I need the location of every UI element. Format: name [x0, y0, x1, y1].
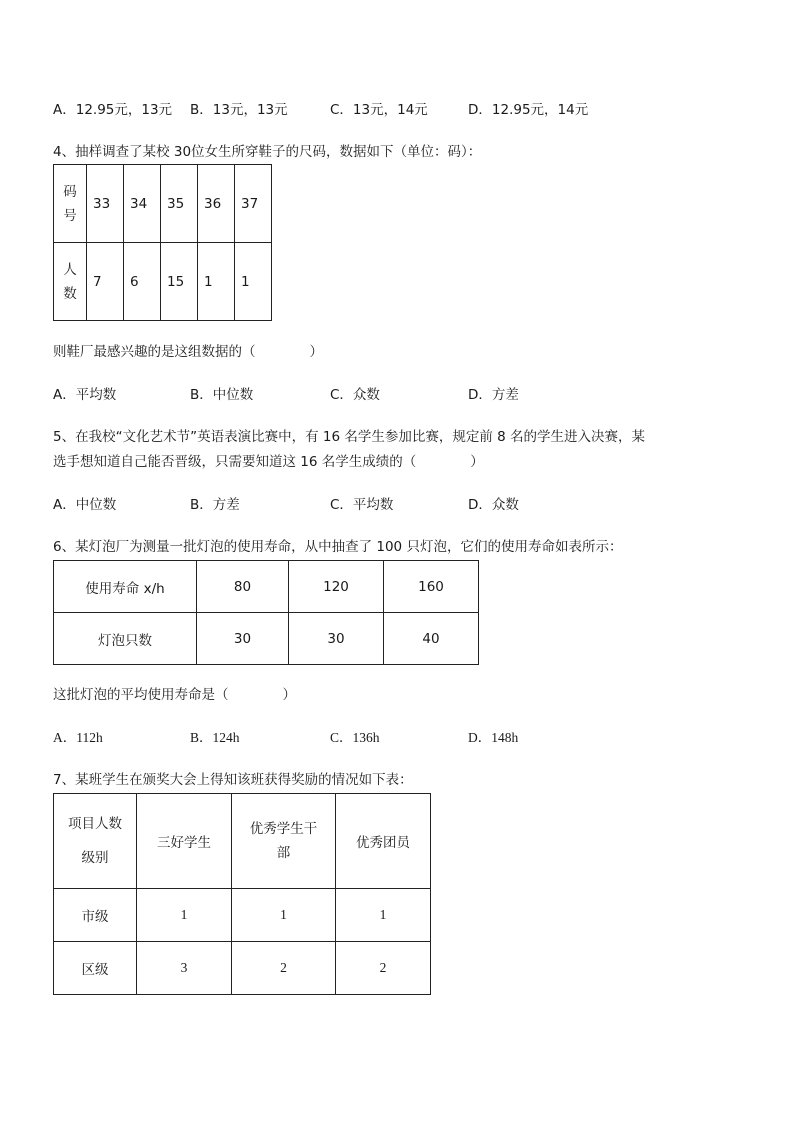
table-cell: 1	[198, 243, 235, 321]
option-c: C．平均数	[330, 497, 394, 513]
table-row	[54, 561, 479, 613]
table-cell: 15	[161, 243, 198, 321]
table-cell: 1	[235, 243, 272, 321]
option-b: B．中位数	[190, 387, 254, 403]
table-row	[54, 243, 272, 321]
table-cell: 6	[124, 243, 161, 321]
option-c: C．众数	[330, 387, 380, 403]
question-7-stem: 7、某班学生在颁奖大会上得知该班获得奖励的情况如下表：	[53, 772, 413, 788]
row-header-size	[54, 165, 87, 243]
table-row	[54, 889, 431, 942]
question-4-stem: 4、抽样调查了某校 30位女生所穿鞋子的尺码，数据如下（单位：码）：	[53, 144, 482, 160]
column-header: 三好学生	[137, 794, 232, 889]
table-row	[54, 165, 272, 243]
question-5-stem-line-1: 5、在我校“文化艺术节”英语表演比赛中，有 16 名学生参加比赛，规定前 8 名的学生进入决赛，某	[53, 429, 646, 445]
table-cell: 120	[289, 561, 384, 613]
header-char: 人	[63, 261, 77, 278]
corner-bottom-label: 级别	[81, 850, 109, 866]
table-cell: 33	[87, 165, 124, 243]
corner-top-label: 项目人数	[68, 816, 122, 832]
option-c: C．13元，14元	[330, 102, 428, 118]
table-row	[54, 942, 431, 995]
table-cell: 7	[87, 243, 124, 321]
column-header-label: 优秀学生干部	[249, 821, 318, 861]
table-cell: 30	[197, 613, 289, 665]
option-a: A．12.95元，13元	[53, 102, 173, 118]
table-cell: 160	[384, 561, 479, 613]
question-6-prompt: 这批灯泡的平均使用寿命是（ ）	[53, 687, 296, 703]
option-d: D．12.95元，14元	[468, 102, 589, 118]
table-cell: 37	[235, 165, 272, 243]
award-table	[53, 793, 431, 995]
table-row	[54, 794, 431, 889]
row-header: 灯泡只数	[54, 613, 197, 665]
table-cell: 1	[232, 889, 336, 942]
question-5-stem-line-2: 选手想知道自己能否晋级，只需要知道这 16 名学生成绩的（ ）	[53, 454, 484, 470]
option-d: D．方差	[468, 387, 519, 403]
corner-header	[54, 794, 137, 889]
table-cell: 30	[289, 613, 384, 665]
header-char: 码	[63, 183, 77, 200]
bulb-lifetime-table	[53, 560, 479, 665]
option-b: B．13元，13元	[190, 102, 288, 118]
table-cell: 2	[336, 942, 431, 995]
option-a: A．中位数	[53, 497, 117, 513]
table-cell: 34	[124, 165, 161, 243]
question-4-prompt: 则鞋厂最感兴趣的是这组数据的（ ）	[53, 344, 323, 360]
shoe-size-table	[53, 164, 272, 321]
table-cell: 3	[137, 942, 232, 995]
option-b: B．方差	[190, 497, 240, 513]
table-cell: 40	[384, 613, 479, 665]
option-a: A．平均数	[53, 387, 117, 403]
column-header: 优秀团员	[336, 794, 431, 889]
table-cell: 1	[336, 889, 431, 942]
option-a: A．112h	[53, 730, 103, 745]
option-b: B．124h	[190, 730, 240, 745]
table-row	[54, 613, 479, 665]
column-header	[232, 794, 336, 889]
table-cell: 36	[198, 165, 235, 243]
table-cell: 35	[161, 165, 198, 243]
row-header: 区级	[54, 942, 137, 995]
row-header: 使用寿命 x/h	[54, 561, 197, 613]
row-header: 市级	[54, 889, 137, 942]
option-d: D．148h	[468, 730, 519, 745]
row-header-count	[54, 243, 87, 321]
table-cell: 1	[137, 889, 232, 942]
header-char: 号	[63, 207, 77, 224]
option-d: D．众数	[468, 497, 519, 513]
question-6-stem: 6、某灯泡厂为测量一批灯泡的使用寿命，从中抽查了 100 只灯泡，它们的使用寿命如表所示：	[53, 539, 623, 555]
table-cell: 2	[232, 942, 336, 995]
header-char: 数	[63, 285, 77, 302]
option-c: C．136h	[330, 730, 380, 745]
table-cell: 80	[197, 561, 289, 613]
